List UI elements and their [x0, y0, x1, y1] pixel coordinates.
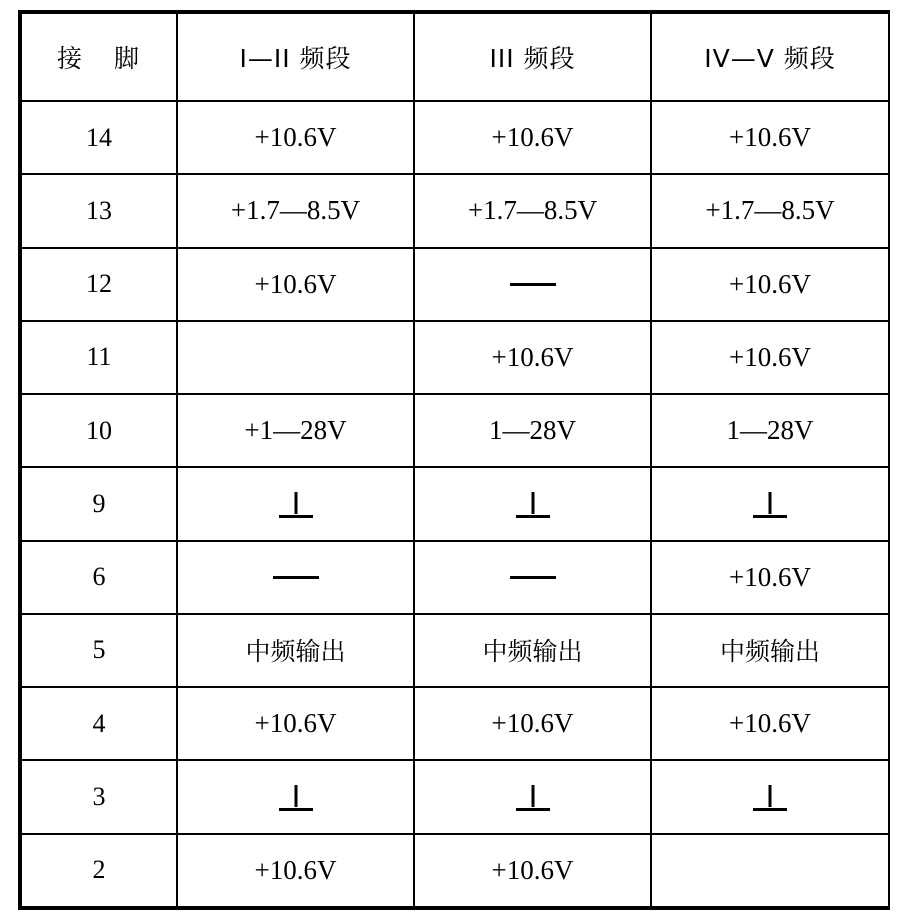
cell-value: +10.6V — [729, 561, 811, 592]
table-row — [22, 248, 888, 321]
cell-value: +1.7—8.5V — [705, 195, 835, 226]
table-row — [22, 834, 888, 906]
cell-band-3 — [651, 101, 888, 174]
cell-value: +10.6V — [491, 341, 574, 372]
table-body — [22, 101, 888, 906]
table-row — [22, 467, 888, 540]
table-header — [22, 14, 888, 101]
cell-band-3 — [651, 248, 888, 321]
cell-value: +10.6V — [254, 708, 337, 739]
ground-symbol-icon — [279, 785, 313, 813]
pin-number: 10 — [22, 394, 177, 467]
table-row — [22, 687, 888, 760]
cell-band-2 — [414, 174, 651, 247]
cell-band-3 — [651, 760, 888, 833]
ground-symbol-icon — [516, 785, 550, 813]
cell-band-1 — [177, 248, 414, 321]
cell-band-3 — [651, 614, 888, 687]
cell-value: +10.6V — [729, 268, 811, 299]
cell-band-1 — [177, 467, 414, 540]
column-header-band-3 — [651, 14, 888, 101]
table-row — [22, 321, 888, 394]
column-header-band-3-label: IV—V 频段 — [704, 44, 836, 73]
cell-band-3 — [651, 834, 888, 906]
table-row — [22, 760, 888, 833]
pin-number: 9 — [22, 467, 177, 540]
pin-number: 5 — [22, 614, 177, 687]
pin-number: 14 — [22, 101, 177, 174]
cell-band-2 — [414, 834, 651, 906]
pin-number: 12 — [22, 248, 177, 321]
table-header-row — [22, 14, 888, 101]
cell-value: 1—28V — [726, 415, 814, 446]
cell-band-1 — [177, 541, 414, 614]
cell-value: +1.7—8.5V — [230, 195, 361, 226]
cell-band-2 — [414, 394, 651, 467]
pin-number: 2 — [22, 834, 177, 906]
cell-band-1 — [177, 394, 414, 467]
column-header-pin — [22, 14, 177, 101]
pin-number: 11 — [22, 321, 177, 394]
cell-value: +10.6V — [729, 708, 811, 739]
cell-band-2 — [414, 248, 651, 321]
table-row — [22, 614, 888, 687]
cell-band-1 — [177, 834, 414, 906]
column-header-band-1 — [177, 14, 414, 101]
cell-band-2 — [414, 467, 651, 540]
cell-value: +10.6V — [254, 268, 337, 299]
pin-number: 3 — [22, 760, 177, 833]
cell-value: +10.6V — [491, 708, 574, 739]
column-header-band-2-label: III 频段 — [489, 44, 576, 73]
pin-number: 4 — [22, 687, 177, 760]
dash-icon — [273, 576, 319, 579]
cell-band-2 — [414, 614, 651, 687]
cell-value: 中频输出 — [482, 637, 583, 667]
cell-band-1 — [177, 760, 414, 833]
cell-band-3 — [651, 467, 888, 540]
ground-symbol-icon — [279, 492, 313, 520]
cell-band-3 — [651, 687, 888, 760]
cell-band-3 — [651, 541, 888, 614]
column-header-pin-label: 接 脚 — [57, 44, 151, 73]
cell-band-3 — [651, 394, 888, 467]
cell-value: +1.7—8.5V — [467, 195, 598, 226]
cell-band-2 — [414, 760, 651, 833]
cell-value: +10.6V — [254, 122, 337, 153]
cell-band-2 — [414, 321, 651, 394]
column-header-band-2 — [414, 14, 651, 101]
table-row — [22, 541, 888, 614]
cell-band-3 — [651, 174, 888, 247]
cell-band-1 — [177, 321, 414, 394]
cell-band-2 — [414, 687, 651, 760]
cell-value: +10.6V — [491, 854, 574, 885]
cell-band-1 — [177, 687, 414, 760]
cell-band-2 — [414, 101, 651, 174]
table-row — [22, 101, 888, 174]
cell-band-1 — [177, 614, 414, 687]
cell-band-1 — [177, 101, 414, 174]
pin-number: 6 — [22, 541, 177, 614]
ground-symbol-icon — [753, 785, 787, 813]
pin-number: 13 — [22, 174, 177, 247]
cell-value: +10.6V — [729, 122, 811, 153]
table-row — [22, 394, 888, 467]
ground-symbol-icon — [516, 492, 550, 520]
cell-band-3 — [651, 321, 888, 394]
column-header-band-1-label: I—II 频段 — [239, 44, 352, 73]
cell-value: 中频输出 — [245, 637, 346, 667]
dash-icon — [510, 283, 556, 286]
cell-value: 中频输出 — [719, 637, 820, 667]
cell-value: +10.6V — [254, 854, 337, 885]
ground-symbol-icon — [753, 492, 787, 520]
cell-value: +1—28V — [244, 415, 347, 446]
table-row — [22, 174, 888, 247]
pin-voltage-table — [22, 14, 888, 906]
cell-band-1 — [177, 174, 414, 247]
pin-voltage-table-frame — [18, 10, 890, 910]
cell-value: +10.6V — [491, 122, 574, 153]
cell-band-2 — [414, 541, 651, 614]
cell-value: +10.6V — [729, 341, 811, 372]
dash-icon — [510, 576, 556, 579]
cell-value: 1—28V — [489, 415, 576, 446]
